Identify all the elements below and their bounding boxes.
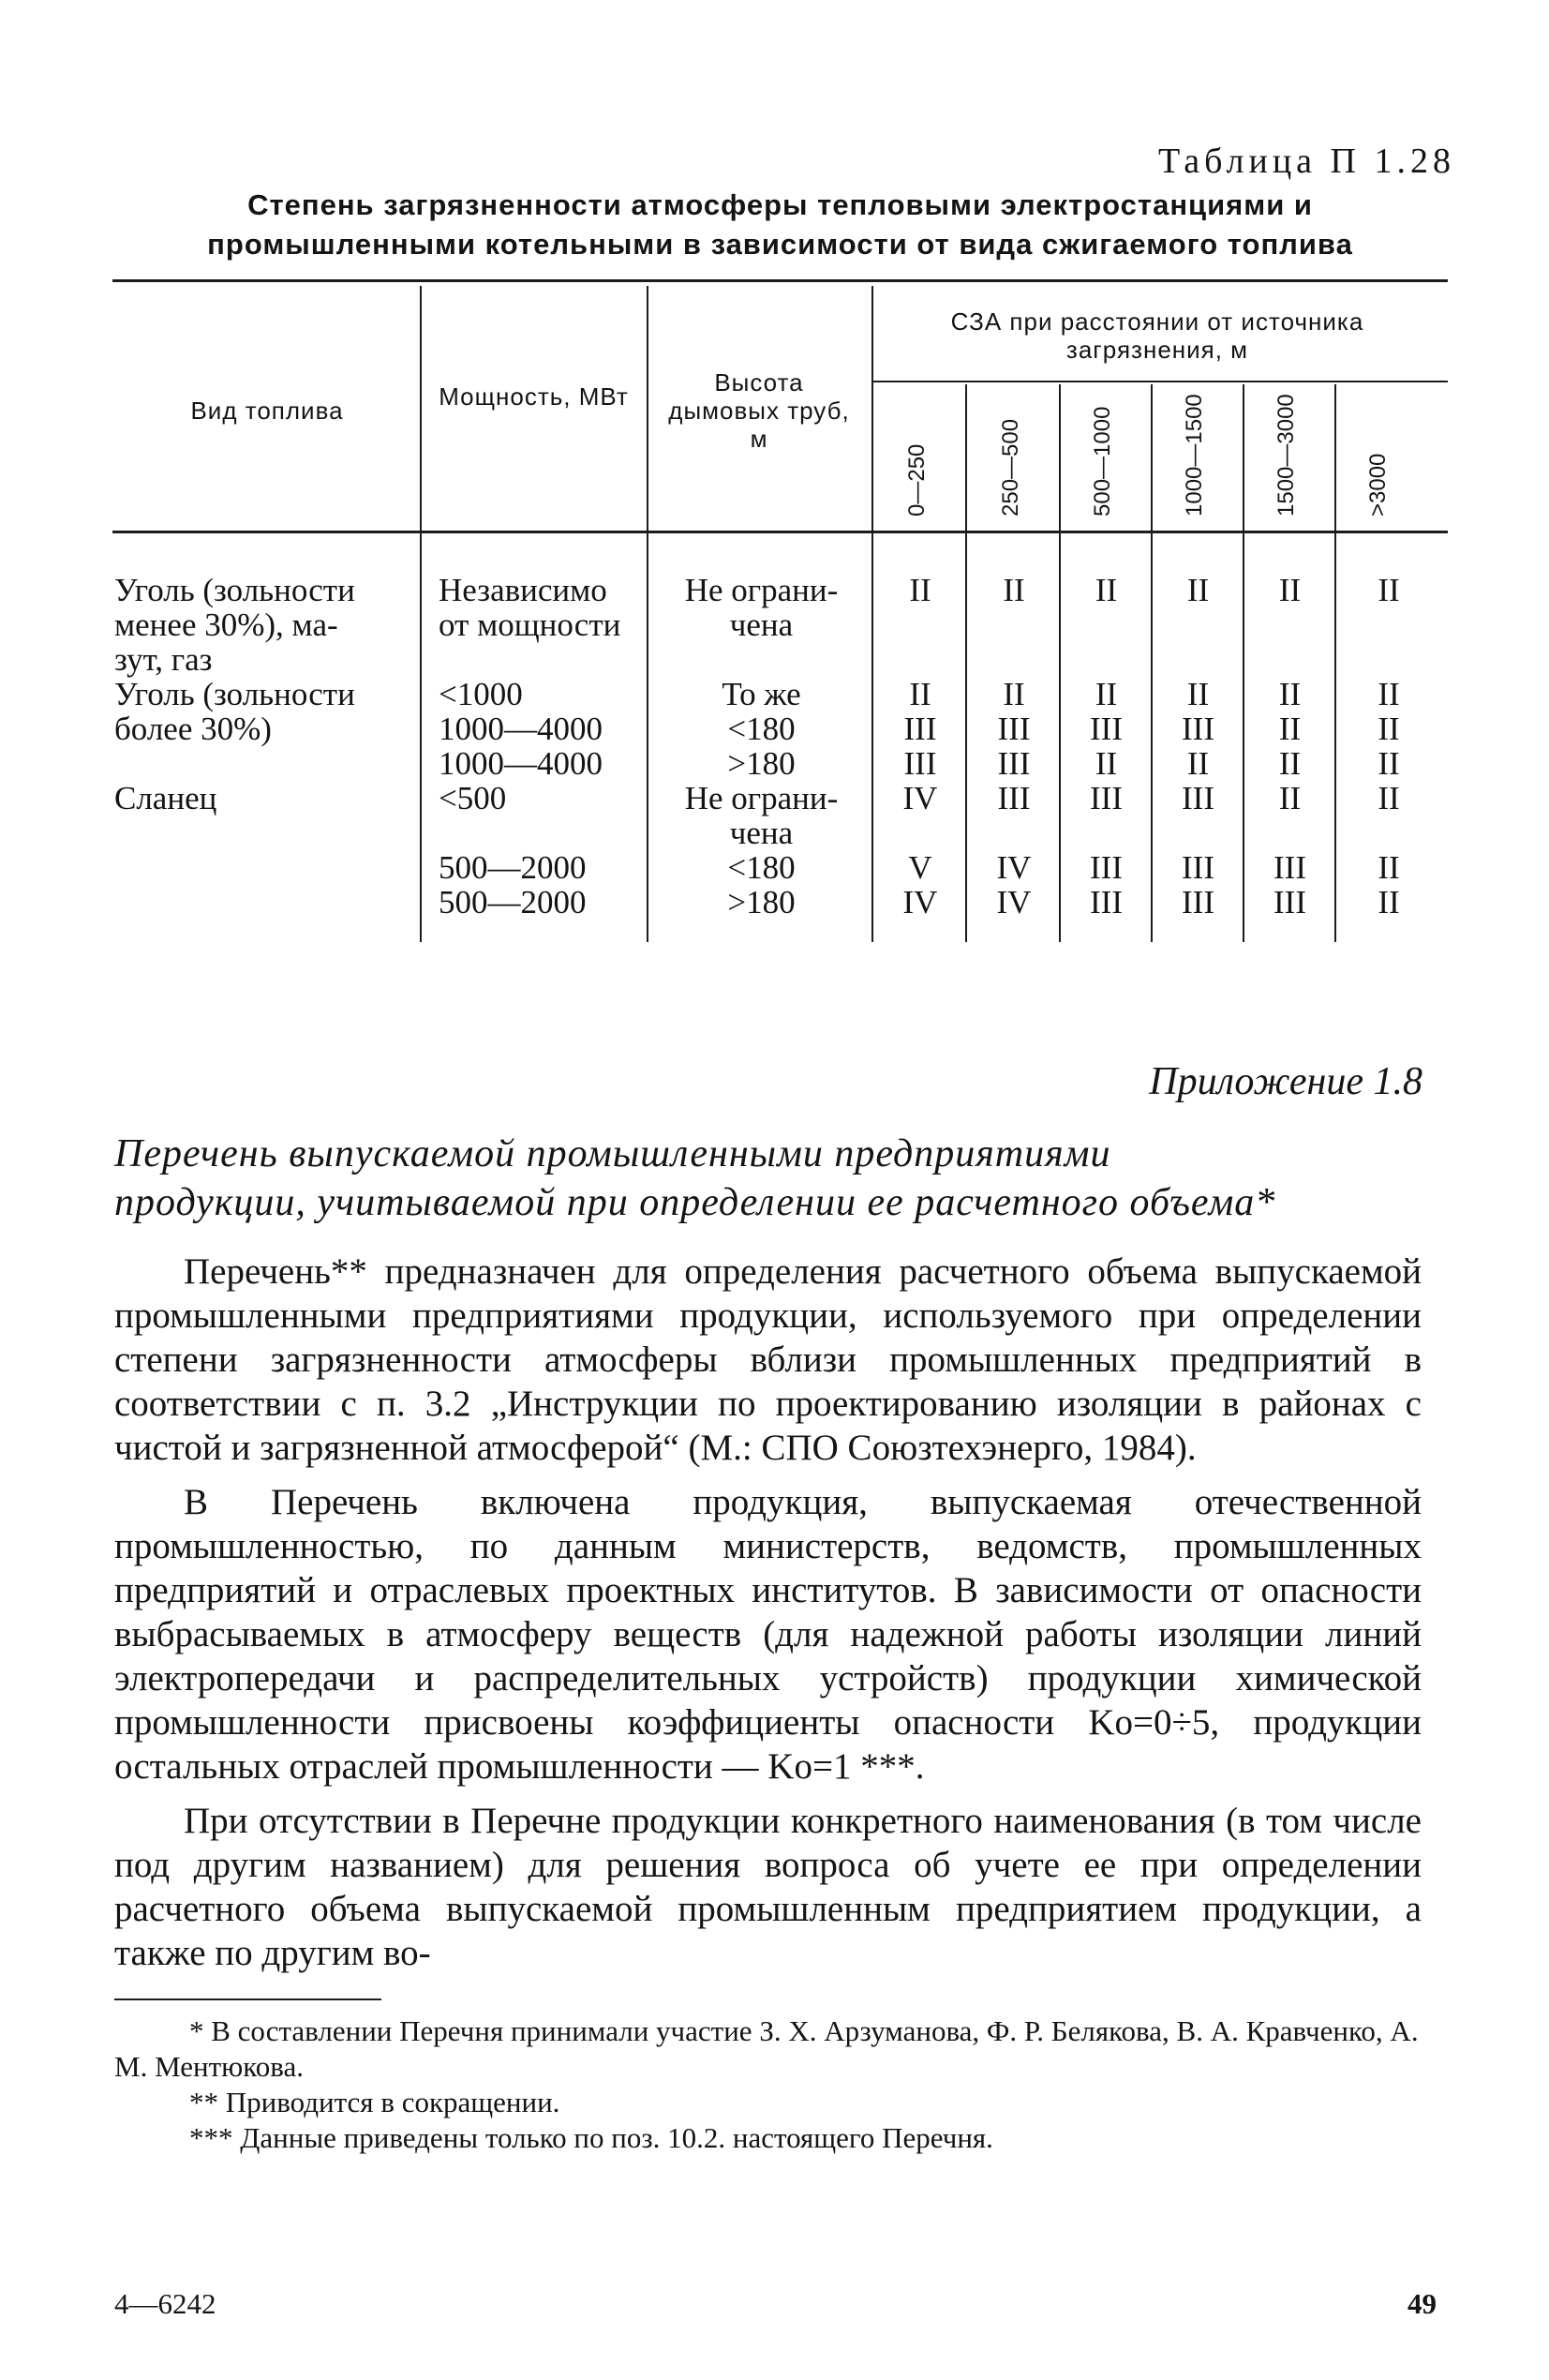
table-cell [1337, 816, 1440, 850]
table-cell: Уголь (зольности [114, 676, 355, 712]
print-code: 4—6242 [114, 2287, 216, 2320]
table-cell: чена [729, 606, 794, 643]
paragraph: При отсутствии в Перечне продукции конкретного наименования (в том числе под другим названием) для решения вопроса об учете ее при определении расчетного объема выпускаемой промышленным предприятием продукции, а также по другим во- [114, 1801, 1422, 1973]
table-cell: II [1186, 676, 1210, 712]
table-cell: II [1003, 572, 1025, 608]
distance-label: 1000—1500 [1182, 394, 1207, 516]
table-cell [1245, 607, 1334, 642]
sza-rule [871, 381, 1448, 382]
table-cell [439, 816, 640, 850]
table-cell: <180 [727, 711, 796, 747]
table-cell: III [1273, 849, 1306, 886]
table-cell [1062, 607, 1151, 642]
table-header-rule [112, 531, 1448, 533]
table-cell [875, 816, 965, 850]
table-cell: II [1378, 745, 1400, 782]
footnote: * В составлении Перечня принимали участие З. Х. Арзуманова, Ф. Р. Белякова, В. А. Кравченко, А. М. Ментюкова. [114, 2014, 1419, 2083]
table-cell: III [1273, 884, 1306, 921]
table-cell: II [1278, 676, 1302, 712]
table-cell: II [1278, 745, 1302, 782]
table-cell: II [1278, 780, 1302, 816]
table-cell: II [1378, 572, 1400, 608]
table-cell: III [1182, 780, 1214, 816]
degree-column-1000-1500 [1154, 573, 1243, 920]
table-cell: III [997, 780, 1031, 816]
paragraph: Перечень** предназначен для определения расчетного объема выпускаемой промышленными предприятиями продукции, используемого при определении степени загрязненности атмосферы вблизи промышленных предприятий в соответствии с п. 3.2 „Инструкции по проектированию изоляции в районах с чистой и загрязненной атмосферой“ (М.: СПО Союзтехэнерго, 1984). [114, 1251, 1422, 1468]
table-cell: IV [902, 780, 938, 816]
table-cell: Сланец [114, 780, 217, 816]
table-cell: зут, газ [114, 641, 213, 678]
header-height: Высота дымовых труб, м [668, 368, 850, 453]
table-cell: II [1378, 884, 1400, 921]
table-cell: III [1090, 884, 1123, 921]
table-cell [969, 607, 1059, 642]
table-cell: II [1095, 676, 1118, 712]
table-cell: II [1278, 711, 1302, 747]
table-cell: более 30%) [114, 711, 272, 747]
distance-label: 500—1000 [1090, 406, 1115, 516]
table-cell: III [1182, 711, 1214, 747]
table-cell: Не ограни- [684, 780, 839, 816]
header-sza: СЗА при расстоянии от источника загрязнения, м [950, 307, 1364, 364]
table-cell: 500—2000 [439, 884, 587, 921]
footnotes [114, 2013, 1422, 2156]
table-cell: 1000—4000 [439, 711, 603, 747]
table-cell: IV [996, 849, 1032, 886]
table-cell [969, 642, 1059, 677]
appendix-label: Приложение 1.8 [1149, 1060, 1422, 1103]
table-cell: Не ограни- [684, 572, 839, 608]
table-cell: >180 [727, 884, 796, 921]
table-cell [1154, 642, 1243, 677]
appendix-title [114, 1130, 1275, 1227]
col-divider [965, 384, 967, 942]
fuel-column [114, 573, 410, 816]
table-cell: II [1378, 849, 1400, 886]
table-cell: II [909, 676, 931, 712]
table-cell: II [1378, 780, 1400, 816]
table-cell [1062, 816, 1151, 850]
col-divider [420, 286, 422, 942]
table-cell: III [903, 711, 937, 747]
table-cell [1154, 816, 1243, 850]
table-cell [439, 642, 640, 677]
table-cell [875, 642, 965, 677]
table-cell [1245, 816, 1334, 850]
body-text [114, 1250, 1422, 1985]
degree-column-500-1000 [1062, 573, 1151, 920]
table-cell: от мощности [439, 606, 621, 643]
table-number: Таблица П 1.28 [1158, 142, 1455, 181]
table-cell: чена [729, 815, 794, 851]
table-cell: III [903, 745, 937, 782]
table-cell: II [1095, 572, 1118, 608]
table-cell: 1000—4000 [439, 745, 603, 782]
table-cell: <500 [439, 780, 507, 816]
table-cell: II [1095, 745, 1118, 782]
header-power: Мощность, МВт [439, 382, 629, 411]
table-cell: II [1186, 572, 1210, 608]
table-cell: То же [722, 676, 801, 712]
col-divider [1151, 384, 1153, 942]
table-cell: Уголь (зольности [114, 572, 355, 608]
table-cell: >180 [727, 745, 796, 782]
col-divider [1334, 384, 1336, 942]
degree-column-0-250 [875, 573, 965, 920]
table-cell: III [1090, 849, 1123, 886]
table-cell: IV [996, 884, 1032, 921]
col-divider [647, 286, 648, 942]
table-top-rule [112, 279, 1448, 282]
table-cell: <1000 [439, 676, 523, 712]
header-fuel: Вид топлива [190, 397, 344, 425]
degree-column-over-3000 [1337, 573, 1440, 920]
height-column [656, 573, 867, 920]
table-cell: II [1378, 711, 1400, 747]
distance-label: 0—250 [904, 443, 930, 516]
table-cell: III [1182, 884, 1214, 921]
table-cell: 500—2000 [439, 849, 587, 886]
table-cell: II [1186, 745, 1210, 782]
table-cell: <180 [727, 849, 796, 886]
table-cell: II [1278, 572, 1302, 608]
table-cell: II [1378, 676, 1400, 712]
table-cell: II [909, 572, 931, 608]
col-divider [871, 286, 873, 942]
distance-label: 1500—3000 [1273, 394, 1299, 516]
table-cell [656, 642, 867, 677]
degree-column-1500-3000 [1245, 573, 1334, 920]
distance-label: >3000 [1365, 453, 1391, 516]
table-cell: IV [902, 884, 938, 921]
table-cell: II [1003, 676, 1025, 712]
footnote: ** Приводится в сокращении. [189, 2086, 560, 2118]
table-cell [875, 607, 965, 642]
paragraph: В Перечень включена продукция, выпускаемая отечественной промышленностью, по данным министерств, ведомств, промышленных предприятий и отраслевых проектных институтов. В зависимости от опасности выбрасываемых в атмосферу веществ (для надежной работы изоляции линий электропередачи и распределительных устройств) продукции химической промышленности присвоены коэффициенты опасности Ko=0÷5, продукции остальных отраслей промышленности — Ko=1 ***. [114, 1482, 1422, 1787]
table-cell [1154, 607, 1243, 642]
table-cell [1337, 607, 1440, 642]
degree-column-250-500 [969, 573, 1059, 920]
distance-label: 250—500 [998, 418, 1023, 516]
table-cell: V [908, 849, 932, 886]
col-divider [1243, 384, 1244, 942]
table-cell [1062, 642, 1151, 677]
page-number: 49 [1408, 2287, 1437, 2320]
table-cell: III [1090, 780, 1123, 816]
power-column [439, 573, 640, 920]
table-cell [969, 816, 1059, 850]
table-cell: менее 30%), ма- [114, 606, 338, 643]
table-cell [1337, 642, 1440, 677]
table-cell: III [997, 711, 1031, 747]
table-cell: Независимо [439, 572, 607, 608]
table-cell [114, 746, 410, 781]
table-cell: III [1182, 849, 1214, 886]
table-cell [1245, 642, 1334, 677]
table-cell: III [1090, 711, 1123, 747]
table-caption: Степень загрязненности атмосферы тепловыми электростанциями и промышленными котельными в зависимости от вида сжигаемого топлива [207, 188, 1353, 261]
col-divider [1059, 384, 1061, 942]
appendix-title-line: продукции, учитываемой при определении ее расчетного объема* [114, 1181, 1276, 1224]
appendix-title-line: Перечень выпускаемой промышленными предприятиями [114, 1132, 1111, 1175]
footnote-rule [114, 1998, 381, 2000]
table-cell: III [997, 745, 1031, 782]
footnote: *** Данные приведены только по поз. 10.2. настоящего Перечня. [189, 2121, 993, 2154]
